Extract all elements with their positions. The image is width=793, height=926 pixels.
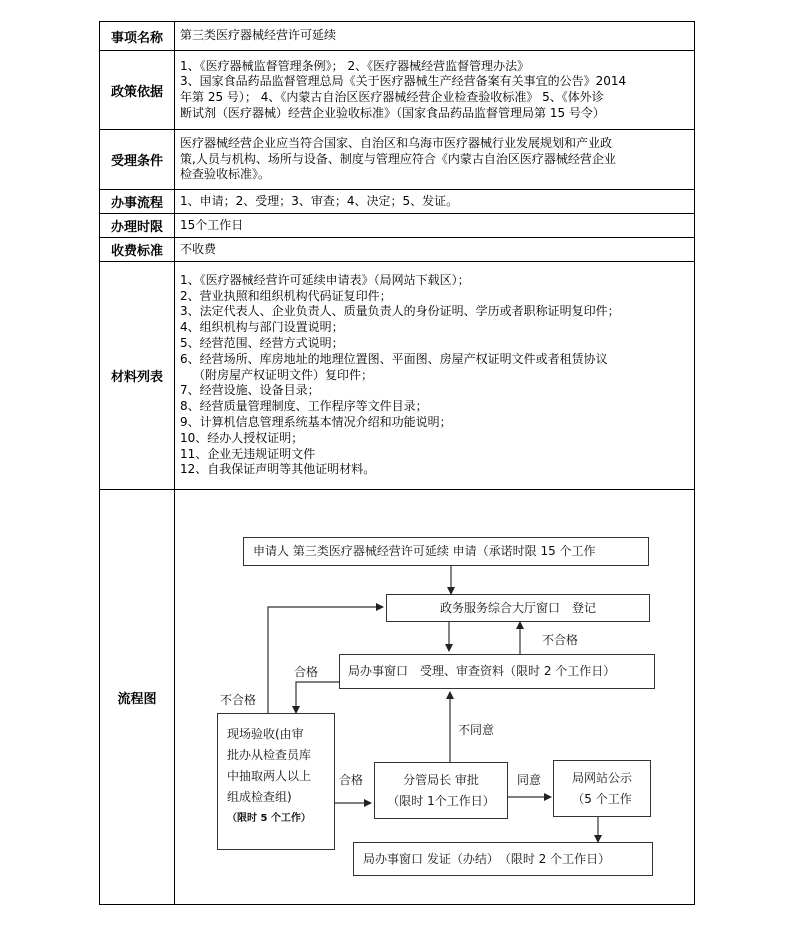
value-line: 1、《医疗器械监督管理条例》； 2、《医疗器械经营监督管理办法》 (180, 58, 530, 73)
node-publish (553, 760, 651, 817)
row-value (180, 190, 690, 213)
value-line: 15个工作日 (180, 217, 244, 232)
row-label: 材料列表 (100, 262, 175, 489)
row-value (180, 214, 690, 237)
material-item: 3、法定代表人、企业负责人、质量负责人的身份证明、学历或者职称证明复印件； (180, 304, 620, 319)
material-item: 1、《医疗器械经营许可延续申请表》（局网站下载区）； (180, 272, 470, 287)
row-value (180, 51, 690, 129)
value-line: 医疗器械经营企业应当符合国家、自治区和乌海市医疗器械行业发展规划和产业政 (180, 136, 613, 151)
material-item: 8、经营质量管理制度、工作程序等文件目录； (180, 399, 428, 414)
node-inspect-line: 批办从检查员库 (227, 748, 312, 762)
material-item: 7、经营设施、设备目录； (180, 383, 320, 398)
row-label: 事项名称 (100, 22, 175, 50)
value-line: 检查验收标准》。 (180, 167, 271, 182)
row-policy-basis (100, 51, 694, 130)
node-apply (243, 537, 649, 566)
edge-label-fail-register: 不合格 (542, 633, 579, 647)
material-item: 6、经营场所、库房地址的地理位置图、平面图、房屋产权证明文件或者租赁协议 (180, 351, 608, 366)
value-line: 断试剂（医疗器械）经营企业验收标准》（国家食品药品监督管理局第 15 号令） (180, 105, 605, 120)
node-inspect (217, 713, 335, 850)
material-item: 5、经营范围、经营方式说明； (180, 336, 344, 350)
row-acceptance-conditions (100, 130, 694, 190)
row-label: 流程图 (100, 490, 175, 904)
material-item: 10、经办人授权证明； (180, 430, 304, 445)
row-label: 政策依据 (100, 51, 175, 129)
row-value (180, 130, 690, 189)
value-line: 不收费 (180, 241, 217, 256)
row-label: 收费标准 (100, 238, 175, 261)
edge-label-fail-inspect: 不合格 (220, 693, 257, 707)
value-line: 年第 25 号）； 4、《内蒙古自治区医疗器械经营企业检查验收标准》 5、《体外诊 (180, 90, 604, 104)
row-value (180, 238, 690, 261)
edge-label-agree: 同意 (517, 773, 542, 787)
node-approve-line: （限时 1个工作日） (387, 793, 495, 808)
row-item-name (100, 22, 694, 51)
row-process (100, 190, 694, 214)
value-line: 第三类医疗器械经营许可延续 (180, 28, 337, 43)
node-inspect-line: 中抽取两人以上 (227, 769, 312, 783)
row-value (180, 22, 690, 50)
material-item: 2、营业执照和组织机构代码证复印件； (180, 288, 392, 303)
row-fee (100, 238, 694, 262)
node-register-text: 政务服务综合大厅窗口 登记 (439, 600, 596, 615)
row-label: 办理时限 (100, 214, 175, 237)
node-inspect-line: 现场验收(由审 (227, 727, 304, 741)
material-item: 4、组织机构与部门设置说明； (180, 320, 344, 335)
node-apply-text: 申请人 第三类医疗器械经营许可延续 申请（承诺时限 15 个工作 (253, 544, 596, 558)
row-materials (100, 262, 694, 490)
node-publish-line: 局网站公示 (571, 770, 632, 785)
node-inspect-line: （限时 5 个工作） (227, 813, 311, 824)
edge-label-pass-inspect: 合格 (294, 665, 319, 679)
node-approve-line: 分管局长 审批 (403, 772, 479, 787)
row-time-limit (100, 214, 694, 238)
material-item-continued: （附房屋产权证明文件）复印件； (193, 367, 374, 382)
node-inspect-line: 组成检查组) (227, 790, 292, 804)
value-line: 策,人员与机构、场所与设备、制度与管理应符合《内蒙古自治区医疗器械经营企业 (180, 151, 616, 166)
row-value (180, 262, 690, 489)
node-issue-text: 局办事窗口 发证（办结） （限时 2 个工作日） (363, 851, 611, 866)
edge-label-pass-approve: 合格 (339, 773, 364, 787)
row-label: 受理条件 (100, 130, 175, 189)
node-register (386, 594, 650, 622)
node-accept-text: 局办事窗口 受理、审查资料（限时 2 个工作日） (348, 664, 616, 678)
node-approve (374, 762, 508, 819)
value-line: 3、国家食品药品监督管理总局《关于医疗器械生产经营备案有关事宜的公告》2014 (180, 74, 627, 89)
node-publish-line: （5 个工作 (572, 791, 632, 806)
node-accept (339, 654, 655, 689)
edge-label-disagree: 不同意 (458, 723, 495, 737)
row-label: 办事流程 (100, 190, 175, 213)
material-item: 11、企业无违规证明文件 (180, 446, 316, 461)
node-issue (353, 842, 653, 876)
material-item: 9、计算机信息管理系统基本情况介绍和功能说明； (180, 414, 452, 429)
material-item: 12、自我保证声明等其他证明材料。 (180, 462, 376, 477)
value-line: 1、申请；2、受理；3、审查；4、决定；5、发证。 (180, 193, 459, 208)
